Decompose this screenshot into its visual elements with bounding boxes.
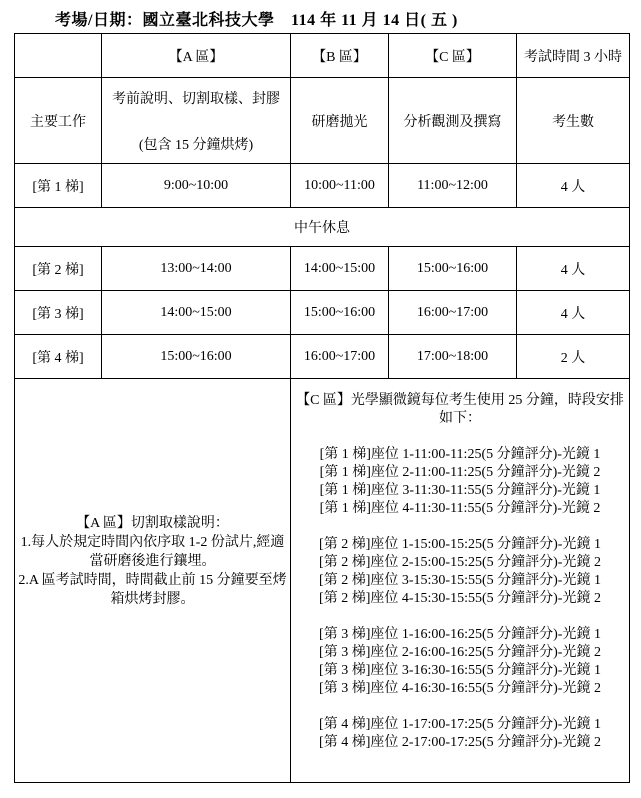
note-c-cell xyxy=(291,379,630,783)
c-note-line: [第 3 梯]座位 3-16:30-16:55(5 分鐘評分)-光鏡 1 xyxy=(319,662,601,678)
batch-row-1 xyxy=(15,164,630,208)
note-a-cell xyxy=(15,379,291,783)
c-note-line: [第 4 梯]座位 2-17:00-17:25(5 分鐘評分)-光鏡 2 xyxy=(319,734,601,750)
c-note-line: [第 2 梯]座位 2-15:00-15:25(5 分鐘評分)-光鏡 2 xyxy=(319,554,601,570)
c-note-group xyxy=(291,716,629,752)
work-zone-c-cell: 分析觀測及撰寫 xyxy=(389,78,517,164)
c-note-line: [第 2 梯]座位 1-15:00-15:25(5 分鐘評分)-光鏡 1 xyxy=(319,536,601,552)
notes-row xyxy=(15,379,630,783)
batch-3-zone-b-time: 15:00~16:00 xyxy=(291,291,389,335)
batch-4-zone-c-time: 17:00~18:00 xyxy=(389,335,517,379)
batch-4-zone-a-time: 15:00~16:00 xyxy=(102,335,291,379)
batch-4-count: 2 人 xyxy=(517,335,630,379)
main-work-row xyxy=(15,78,630,164)
header-zone-a: 【A 區】 xyxy=(102,34,291,78)
header-row xyxy=(15,34,630,78)
batch-2-label: [第 2 梯] xyxy=(15,247,102,291)
work-zone-b-cell: 研磨拋光 xyxy=(291,78,389,164)
c-note-line: [第 2 梯]座位 4-15:30-15:55(5 分鐘評分)-光鏡 2 xyxy=(319,590,601,606)
c-note-line: [第 2 梯]座位 3-15:30-15:55(5 分鐘評分)-光鏡 1 xyxy=(319,572,601,588)
batch-3-zone-a-time: 14:00~15:00 xyxy=(102,291,291,335)
batch-2-zone-a-time: 13:00~14:00 xyxy=(102,247,291,291)
batch-4-zone-b-time: 16:00~17:00 xyxy=(291,335,389,379)
batch-3-zone-c-time: 16:00~17:00 xyxy=(389,291,517,335)
batch-1-zone-a-time: 9:00~10:00 xyxy=(102,164,291,208)
exam-schedule-table xyxy=(14,33,630,783)
header-zone-c: 【C 區】 xyxy=(389,34,517,78)
c-note-line: [第 1 梯]座位 1-11:00-11:25(5 分鐘評分)-光鏡 1 xyxy=(319,446,601,462)
batch-2-count: 4 人 xyxy=(517,247,630,291)
c-note-line: [第 3 梯]座位 2-16:00-16:25(5 分鐘評分)-光鏡 2 xyxy=(319,644,601,660)
batch-1-zone-c-time: 11:00~12:00 xyxy=(389,164,517,208)
batch-4-label: [第 4 梯] xyxy=(15,335,102,379)
c-note-line: [第 4 梯]座位 1-17:00-17:25(5 分鐘評分)-光鏡 1 xyxy=(319,716,601,732)
batch-row-2 xyxy=(15,247,630,291)
c-note-line: [第 3 梯]座位 1-16:00-16:25(5 分鐘評分)-光鏡 1 xyxy=(319,626,601,642)
c-note-groups xyxy=(291,446,629,752)
c-note-group xyxy=(291,536,629,608)
c-note-line: [第 1 梯]座位 4-11:30-11:55(5 分鐘評分)-光鏡 2 xyxy=(319,500,601,516)
lunch-break-cell: 中午休息 xyxy=(15,208,630,247)
note-a-title: 【A 區】切割取樣說明： xyxy=(76,516,229,531)
batch-2-zone-b-time: 14:00~15:00 xyxy=(291,247,389,291)
batch-3-label: [第 3 梯] xyxy=(15,291,102,335)
work-row-label: 主要工作 xyxy=(15,78,102,164)
batch-1-count: 4 人 xyxy=(517,164,630,208)
note-a-item-2: 2.A 區考試時間，時間截止前 15 分鐘要至烤箱烘烤封膠。 xyxy=(18,573,287,607)
header-zone-b: 【B 區】 xyxy=(291,34,389,78)
batch-1-label: [第 1 梯] xyxy=(15,164,102,208)
c-note-line: [第 1 梯]座位 3-11:30-11:55(5 分鐘評分)-光鏡 1 xyxy=(319,482,601,498)
header-exam-duration: 考試時間 3 小時 xyxy=(517,34,630,78)
batch-1-zone-b-time: 10:00~11:00 xyxy=(291,164,389,208)
note-a-item-1: 1.每人於規定時間內依序取 1-2 份試片,經適當研磨後進行鑲埋。 xyxy=(20,535,285,569)
lunch-break-row xyxy=(15,208,630,247)
page-title: 考場/日期：國立臺北科技大學 114 年 11 月 14 日( 五 ) xyxy=(55,12,458,29)
note-c-intro: 【C 區】光學顯微鏡每位考生使用 25 分鐘，時段安排如下： xyxy=(296,392,624,426)
work-zone-a-line1: 考前說明、切割取樣、封膠 xyxy=(112,91,280,107)
c-note-group xyxy=(291,446,629,518)
work-count-header-cell: 考生數 xyxy=(517,78,630,164)
work-zone-a-stack xyxy=(112,88,280,154)
note-a-text xyxy=(15,514,290,609)
batch-3-count: 4 人 xyxy=(517,291,630,335)
batch-row-3 xyxy=(15,291,630,335)
c-note-group xyxy=(291,626,629,698)
batch-2-zone-c-time: 15:00~16:00 xyxy=(389,247,517,291)
work-zone-a-line2: (包含 15 分鐘烘烤) xyxy=(138,137,254,153)
header-corner-cell xyxy=(15,34,102,78)
c-note-line: [第 1 梯]座位 2-11:00-11:25(5 分鐘評分)-光鏡 2 xyxy=(319,464,601,480)
c-note-line: [第 3 梯]座位 4-16:30-16:55(5 分鐘評分)-光鏡 2 xyxy=(319,680,601,696)
batch-row-4 xyxy=(15,335,630,379)
work-zone-a-cell xyxy=(102,78,291,164)
